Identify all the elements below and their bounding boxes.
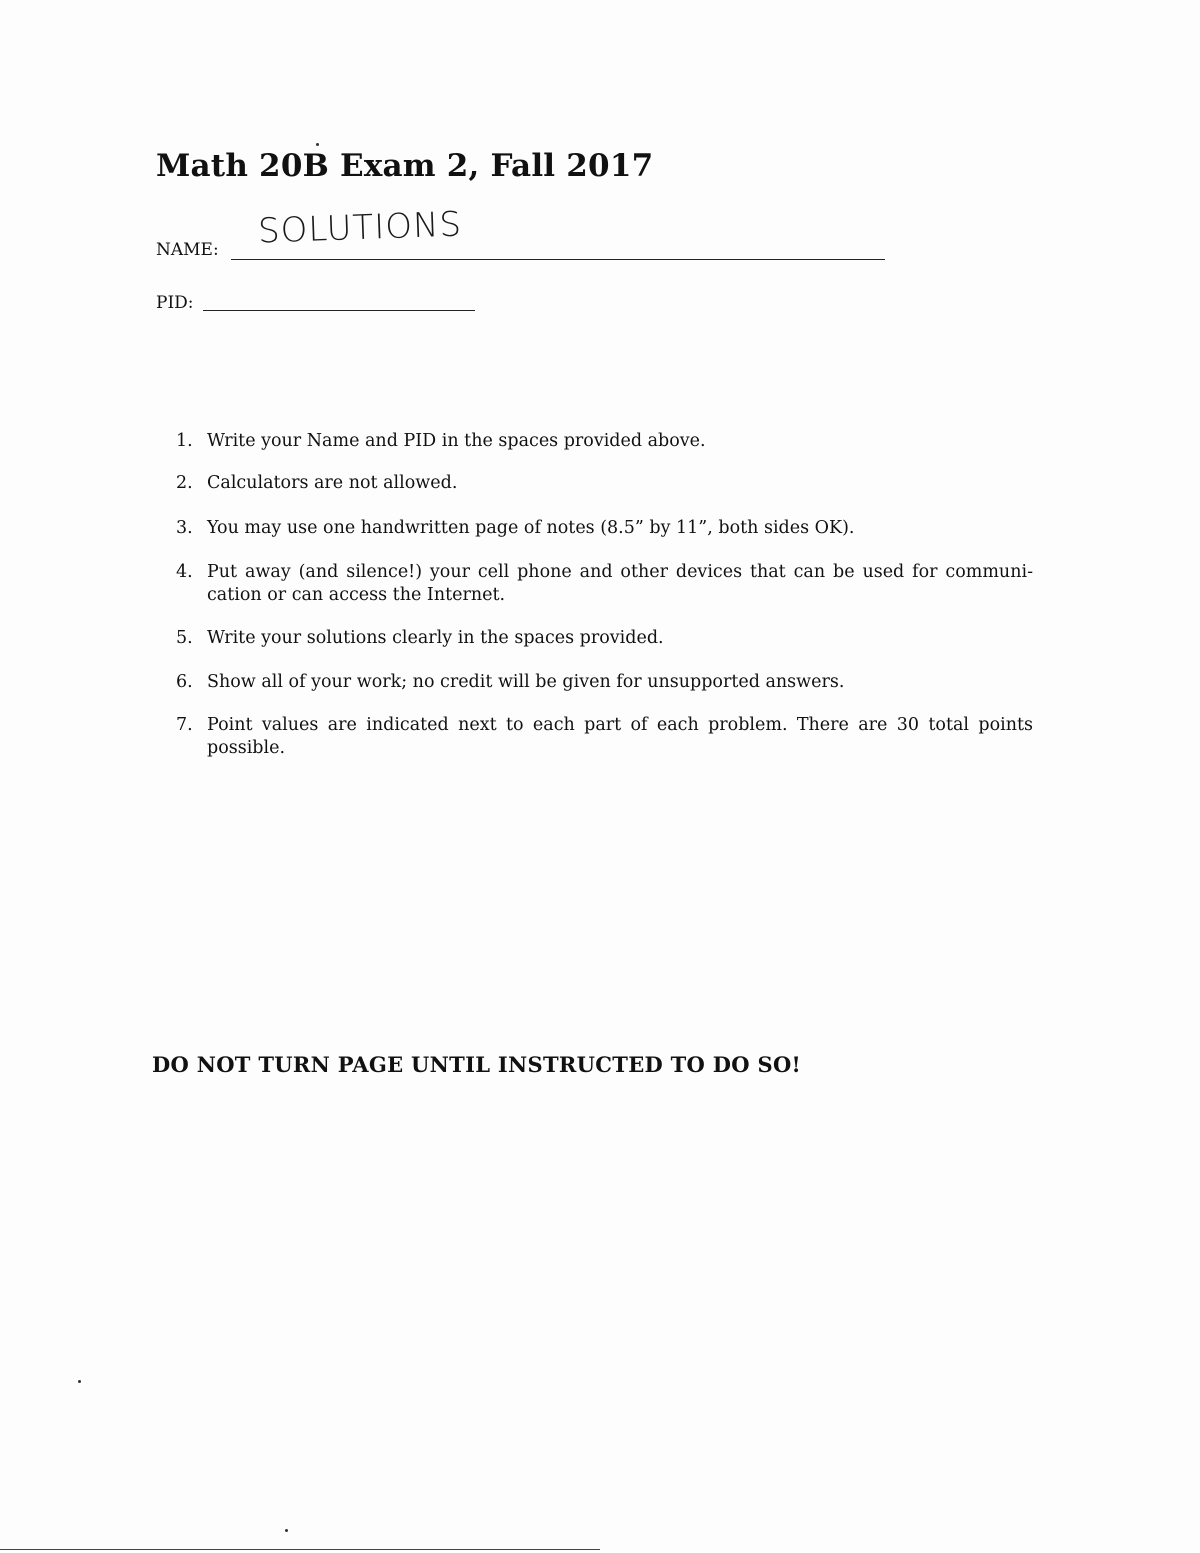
instruction-text: Calculators are not allowed. xyxy=(207,473,458,493)
instruction-text: Write your solutions clearly in the spaces provided. xyxy=(207,628,664,648)
instruction-text-continued: cation or can access the Internet. xyxy=(207,585,506,605)
exam-title: Math 20B Exam 2, Fall 2017 xyxy=(156,148,654,184)
scan-speck xyxy=(316,143,319,146)
instruction-text: Write your Name and PID in the spaces provided above. xyxy=(207,431,706,451)
instruction-number: 1. xyxy=(176,431,193,451)
instruction-number: 6. xyxy=(176,672,193,692)
instruction-number: 5. xyxy=(176,628,193,648)
instruction-text: Show all of your work; no credit will be given for unsupported answers. xyxy=(207,672,845,692)
instruction-number: 3. xyxy=(176,518,193,538)
instruction-text: Point values are indicated next to each part of each problem. There are 30 total points xyxy=(207,715,1033,735)
instruction-number: 4. xyxy=(176,562,193,582)
pid-blank-line xyxy=(203,310,475,311)
name-blank-line xyxy=(231,259,885,260)
scan-bottom-edge xyxy=(0,1549,600,1550)
instruction-number: 7. xyxy=(176,715,193,735)
instruction-number: 2. xyxy=(176,473,193,493)
name-label: NAME: xyxy=(156,240,219,260)
instruction-text-continued: possible. xyxy=(207,738,286,758)
instruction-text: You may use one handwritten page of notes (8.5” by 11”, both sides OK). xyxy=(207,518,855,538)
name-handwritten-value: SOLUTIONS xyxy=(257,204,463,252)
instruction-text: Put away (and silence!) your cell phone and other devices that can be used for communi- xyxy=(207,562,1033,582)
pid-label: PID: xyxy=(156,293,194,313)
scan-speck xyxy=(285,1529,288,1532)
scan-speck xyxy=(78,1380,81,1383)
do-not-turn-warning: DO NOT TURN PAGE UNTIL INSTRUCTED TO DO SO! xyxy=(152,1052,802,1077)
